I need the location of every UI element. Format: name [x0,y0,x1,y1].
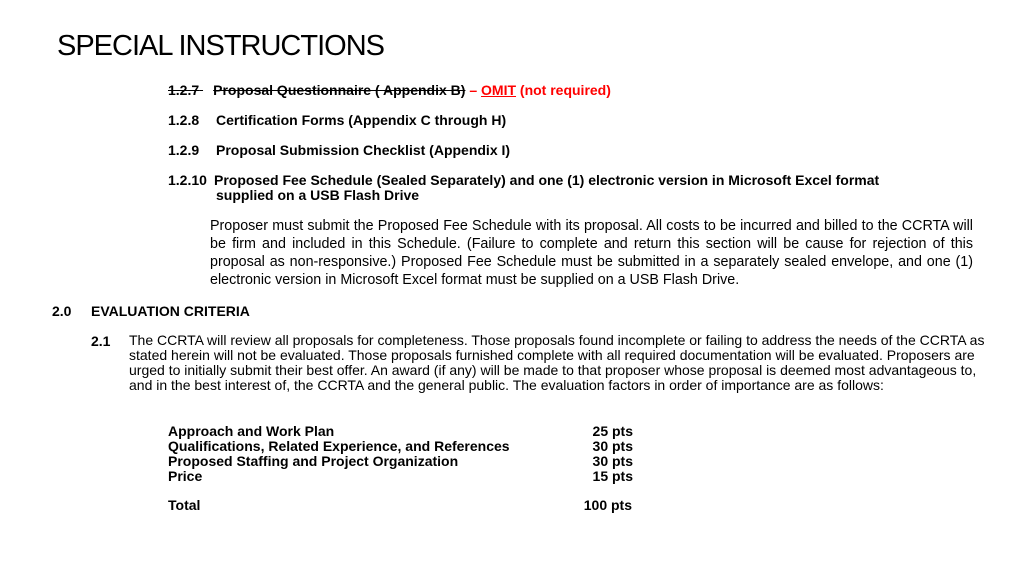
item-number: 1.2.10 [168,172,207,188]
total-points: 100 pts [583,497,632,513]
item-text: Proposal Questionnaire ( Appendix B) [213,82,466,98]
item-text-continued: supplied on a USB Flash Drive [216,187,420,203]
item-text: Proposal Submission Checklist (Appendix I) [216,142,511,158]
item-1-2-8 [168,112,199,128]
item-number: 1.2.9 [168,142,200,158]
item-text: Proposed Fee Schedule (Sealed Separately) and one (1) electronic version in Microsoft Excel format [214,172,880,188]
item-separator: – [465,82,482,98]
omit-label: OMIT [481,82,517,98]
item-number: 1.2.7 [168,82,200,98]
factor-name: Approach and Work Plan [168,423,335,439]
not-required-note: (not required) [516,82,611,98]
factor-points: 30 pts [592,438,633,454]
total-label: Total [168,497,201,513]
item-1-2-10 [168,172,207,188]
section-number: 2.0 [52,303,72,319]
page-title: SPECIAL INSTRUCTIONS [57,30,384,62]
factor-name: Price [168,468,203,484]
item-number: 1.2.8 [168,112,200,128]
factor-name: Proposed Staffing and Project Organization [168,453,459,469]
section-title: EVALUATION CRITERIA [91,303,250,319]
item-text: Certification Forms (Appendix C through H) [216,112,507,128]
item-1-2-7 [168,82,611,98]
evaluation-paragraph: The CCRTA will review all proposals for completeness. Those proposals found incomplete or failing to address the needs of the CCRTA as stated herein will not be evaluated. Those proposals furnished complete with all required documentation will be evaluated. Proposers are urged to initially submit their best offer. An award (if any) will be made to that proposer whose proposal is deemed most advantageous to, and in the best interest of, the CCRTA and the general public. The evaluation factors in order of importance are as follows: [129,332,985,393]
factor-points: 30 pts [592,453,633,469]
subsection-number: 2.1 [91,333,111,349]
item-1-2-9 [168,142,199,158]
factor-name: Qualifications, Related Experience, and References [168,438,510,454]
factor-points: 15 pts [592,468,633,484]
fee-schedule-paragraph: Proposer must submit the Proposed Fee Schedule with its proposal. All costs to be incurred and billed to the CCRTA will be firm and included in this Schedule. (Failure to complete and return this section will be cause for rejection of this proposal as non-responsive.) Proposed Fee Schedule must be submitted in a separately sealed envelope, and one (1) electronic version in Microsoft Excel format must be supplied on a USB Flash Drive. [210,218,973,288]
factor-points: 25 pts [592,423,633,439]
